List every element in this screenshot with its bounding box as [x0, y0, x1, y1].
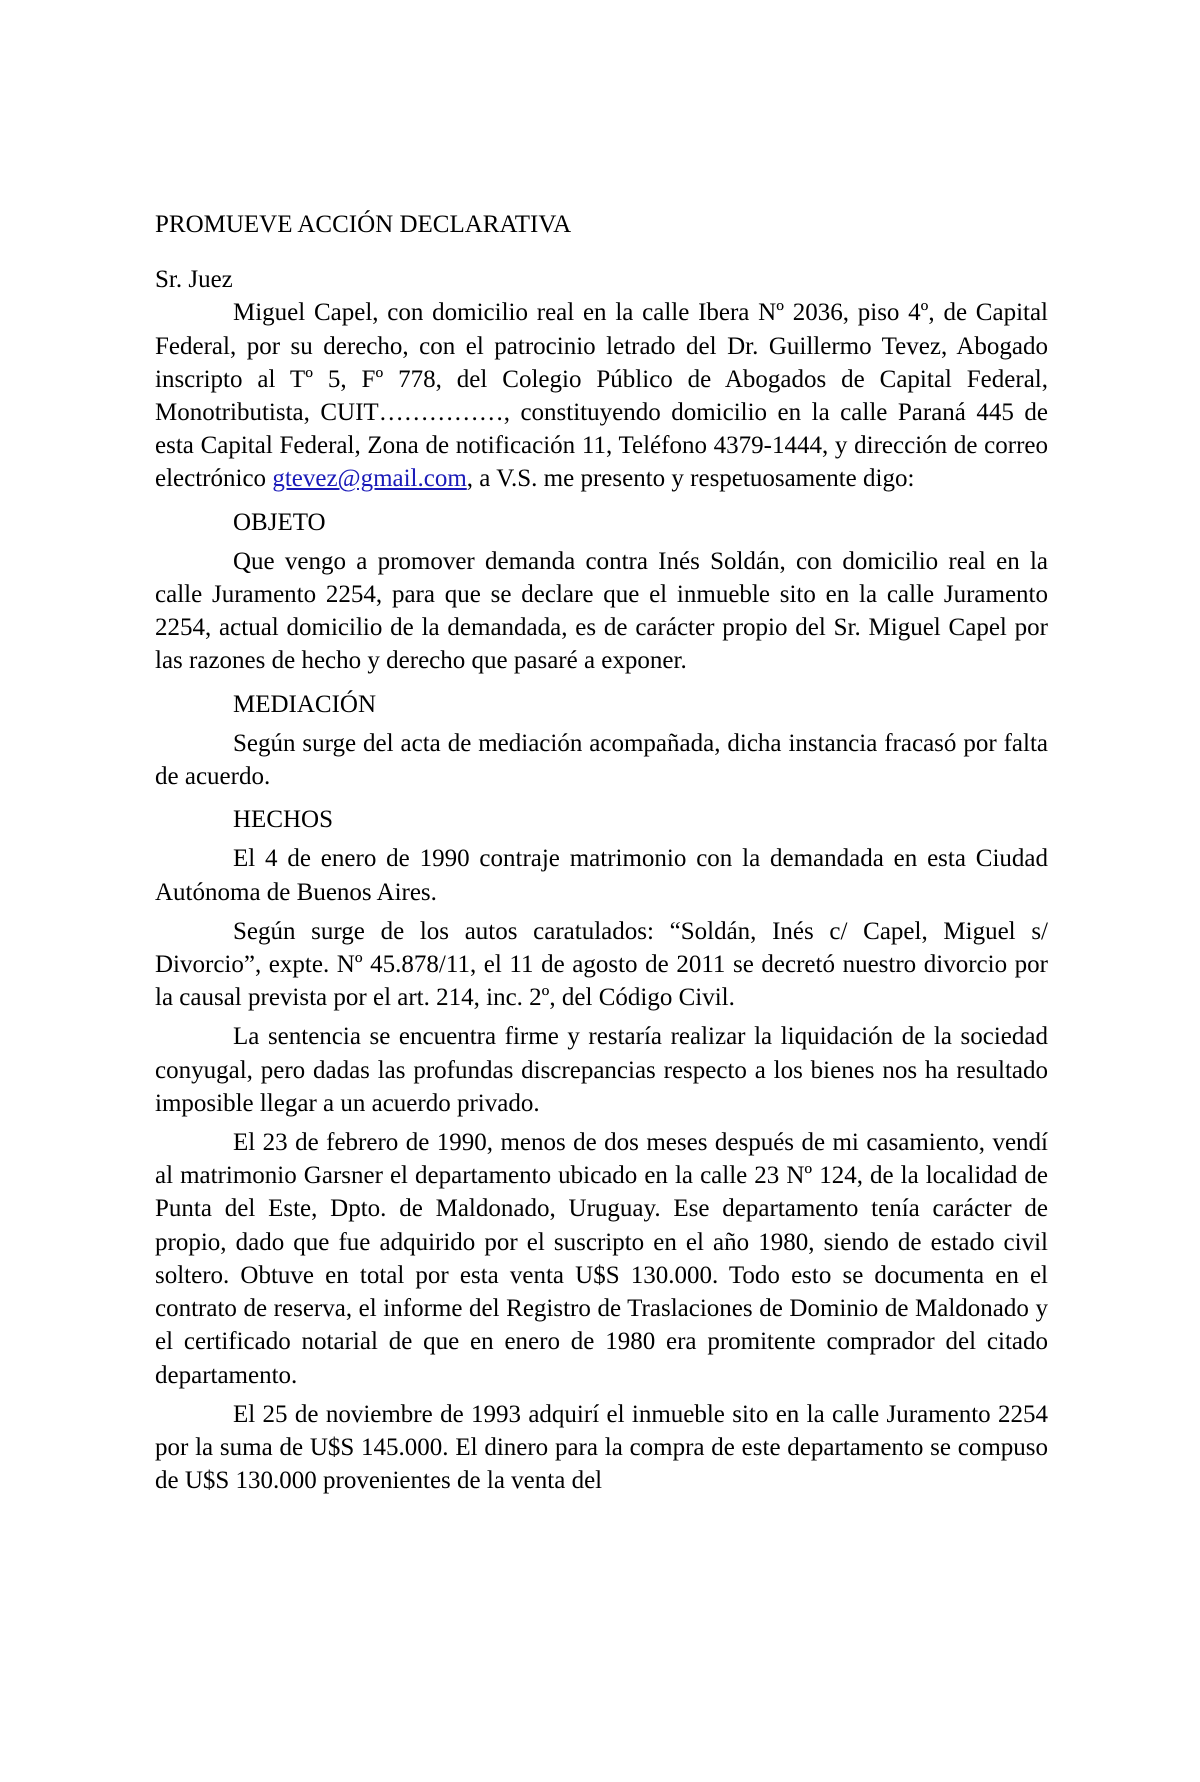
intro-paragraph	[155, 296, 1048, 495]
mediacion-paragraph: Según surge del acta de mediación acompañada, dicha instancia fracasó por falta de acuerdo.	[155, 729, 1048, 791]
objeto-paragraph: Que vengo a promover demanda contra Inés Soldán, con domicilio real en la calle Juramento 2254, para que se declare que el inmueble sito en la calle Juramento 2254, actual domicilio de la demandada, es de carácter propio del Sr. Miguel Capel por las razones de hecho y derecho que pasaré a exponer.	[155, 547, 1048, 675]
hechos-paragraph-3: La sentencia se encuentra firme y restaría realizar la liquidación de la sociedad conyugal, pero dadas las profundas discrepancias respecto a los bienes nos ha resultado imposible llegar a un acuerdo privado.	[155, 1023, 1048, 1117]
section-heading-hechos: HECHOS	[233, 806, 334, 834]
document-title: PROMUEVE ACCIÓN DECLARATIVA	[155, 211, 572, 238]
email-link[interactable]: gtevez@gmail.com	[272, 465, 467, 493]
intro-closing-text: , a V.S. me presento y respetuosamente digo:	[466, 465, 915, 493]
document-body	[155, 208, 1048, 1503]
salutation: Sr. Juez	[155, 266, 233, 294]
hechos-paragraph-5: El 25 de noviembre de 1993 adquirí el inmueble sito en la calle Juramento 2254 por la suma de U$S 145.000. El dinero para la compra de este departamento se compuso de U$S 130.000 provenientes de la venta del	[155, 1400, 1048, 1495]
intro-text: Miguel Capel, con domicilio real en la calle Ibera Nº 2036, piso 4º, de Capital Federal, por su derecho, con el patrocinio letrado del Dr. Guillermo Tevez, Abogado inscripto al Tº 5, Fº 778, del Colegio Público de Abogados de Capital Federal, Monotributista, CUIT……………, constituyendo domicilio en la calle Paraná 445 de esta Capital Federal, Zona de notificación 11, Teléfono 4379-1444, y dirección de correo electrónico	[155, 299, 1048, 493]
hechos-paragraph-1: El 4 de enero de 1990 contraje matrimonio con la demandada en esta Ciudad Autónoma de Buenos Aires.	[155, 845, 1048, 906]
hechos-paragraph-4: El 23 de febrero de 1990, menos de dos meses después de mi casamiento, vendí al matrimonio Garsner el departamento ubicado en la calle 23 Nº 124, de la localidad de Punta del Este, Dpto. de Maldonado, Uruguay. Ese departamento tenía carácter de propio, dado que fue adquirido por el suscripto en el año 1980, siendo de estado civil soltero. Obtuve en total por esta venta U$S 130.000. Todo esto se documenta en el contrato de reserva, el informe del Registro de Traslaciones de Dominio de Maldonado y el certificado notarial de que en enero de 1980 era promitente comprador del citado departamento.	[155, 1129, 1048, 1389]
hechos-paragraph-2: Según surge de los autos caratulados: “Soldán, Inés c/ Capel, Miguel s/ Divorcio”, expte. Nº 45.878/11, el 11 de agosto de 2011 se decretó nuestro divorcio por la causal prevista por el art. 214, inc. 2º, del Código Civil.	[155, 917, 1048, 1012]
section-heading-mediacion: MEDIACIÓN	[233, 690, 377, 718]
section-heading-objeto: OBJETO	[233, 508, 326, 536]
